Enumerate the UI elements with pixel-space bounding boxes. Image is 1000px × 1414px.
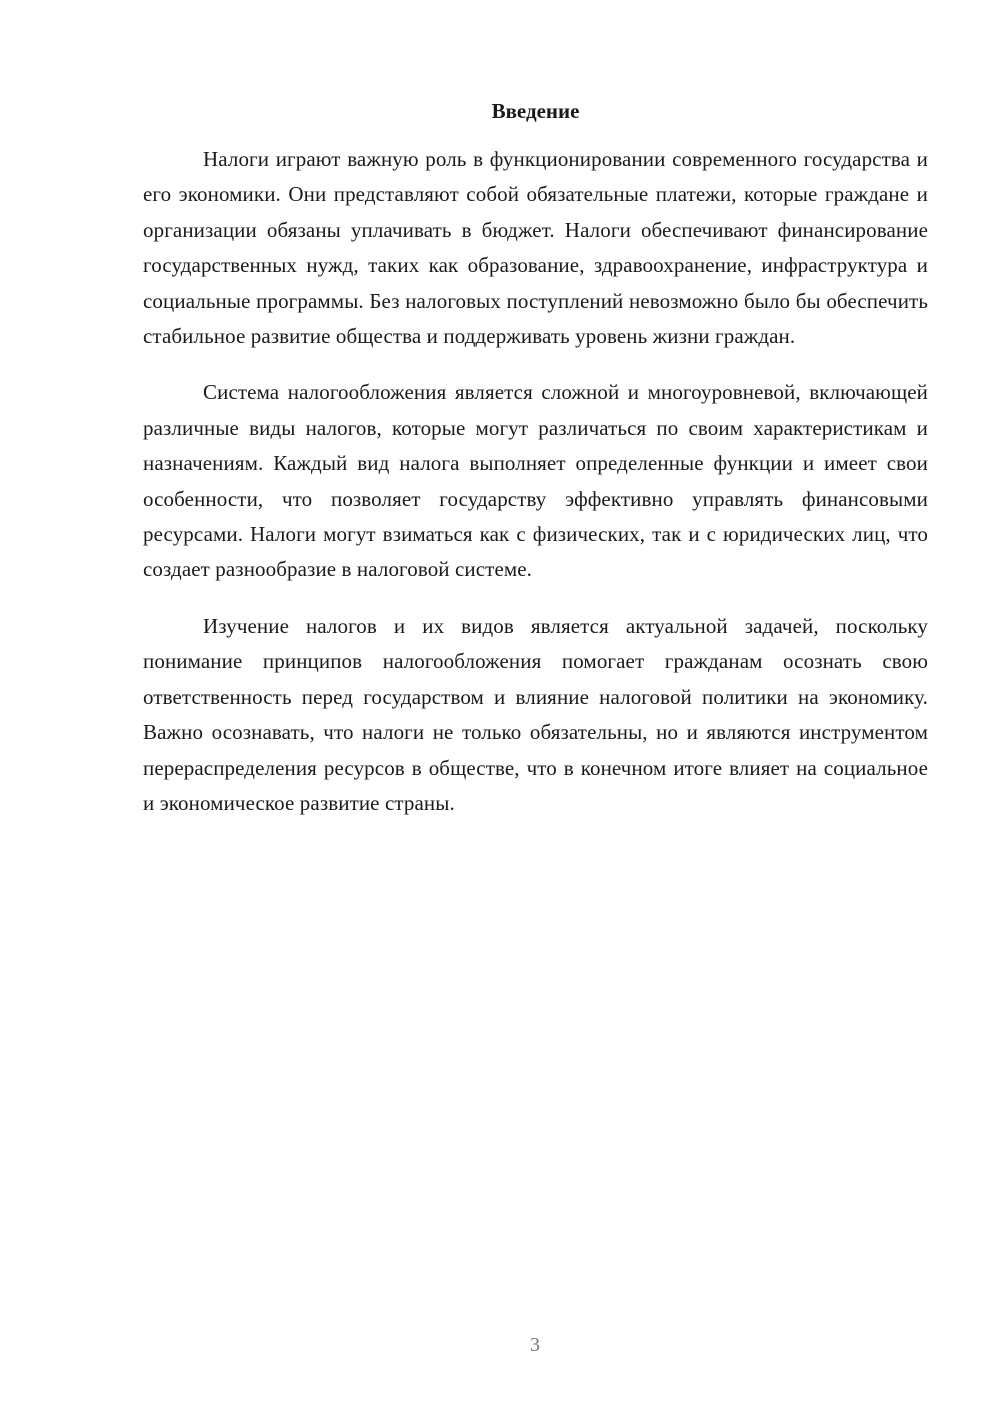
paragraph-3: Изучение налогов и их видов является актуальной задачей, поскольку понимание принципов налогообложения помогает гражданам осознать свою ответственность перед государством и влияние налоговой политики на экономику. Важно осознавать, что налоги не только обязательны, но и являются инструментом перераспределения ресурсов в обществе, что в конечном итоге влияет на социальное и экономическое развитие страны. — [143, 613, 928, 815]
paragraph-2: Система налогообложения является сложной и многоуровневой, включающей различные виды налогов, которые могут различаться по своим характеристикам и назначениям. Каждый вид налога выполняет определенные функции и имеет свои особенности, что позволяет государству эффективно управлять финансовыми ресурсами. Налоги могут взиматься как с физических, так и с юридических лиц, что создает разнообразие в налоговой системе. — [143, 380, 928, 582]
page-content — [143, 94, 928, 842]
section-heading: Введение — [491, 99, 580, 123]
paragraph-1: Налоги играют важную роль в функционировании современного государства и его экономики. Они представляют собой обязательные платежи, которые граждане и организации обязаны уплачивать в бюджет. Налоги обеспечивают финансирование государственных нужд, таких как образование, здравоохранение, инфраструктура и социальные программы. Без налоговых поступлений невозможно было бы обеспечить стабильное развитие общества и поддерживать уровень жизни граждан. — [143, 147, 928, 349]
page-number: 3 — [530, 1334, 540, 1356]
